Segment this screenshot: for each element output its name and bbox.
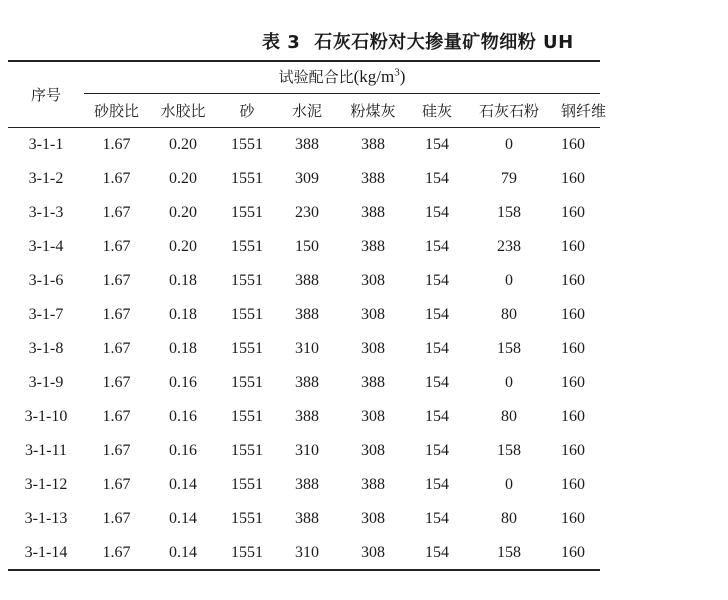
table-cell: 160 [561, 476, 585, 493]
table-cell: 154 [425, 374, 449, 391]
table-cell: 160 [561, 510, 585, 527]
table-cell: 1551 [231, 510, 263, 527]
table-cell: 1551 [231, 272, 263, 289]
table-row [8, 196, 728, 230]
table-row [8, 298, 728, 332]
table-cell: 0.20 [169, 136, 197, 153]
table-cell: 308 [361, 340, 385, 357]
table-row [8, 502, 728, 536]
table-cell: 79 [501, 170, 517, 187]
table-cell: 1551 [231, 136, 263, 153]
table-cell: 160 [561, 170, 585, 187]
table-cell: 1551 [231, 306, 263, 323]
table-row [8, 162, 728, 196]
column-header: 石灰石粉 [478, 102, 539, 120]
table-cell: 1.67 [102, 408, 131, 425]
table-cell: 1551 [231, 476, 263, 493]
row-id-cell: 3-1-11 [24, 442, 68, 459]
table-cell: 388 [295, 408, 319, 425]
top-rule [8, 60, 600, 62]
table-number: 表 3 [262, 32, 301, 53]
table-cell: 160 [561, 374, 585, 391]
table-cell: 230 [295, 204, 319, 221]
column-header: 砂胶比 [93, 102, 139, 120]
row-id-cell: 3-1-13 [24, 510, 68, 527]
table-cell: 0 [505, 272, 513, 289]
table-cell: 154 [425, 170, 449, 187]
table-cell: 0 [505, 374, 513, 391]
table-cell: 1.67 [102, 374, 131, 391]
table-cell: 388 [295, 476, 319, 493]
table-cell: 388 [361, 476, 385, 493]
row-id-cell: 3-1-2 [28, 170, 64, 187]
table-cell: 154 [425, 340, 449, 357]
column-header: 水泥 [291, 102, 322, 120]
table-cell: 160 [561, 442, 585, 459]
table-cell: 150 [295, 238, 319, 255]
table-cell: 0.18 [169, 306, 197, 323]
table-cell: 1.67 [102, 306, 131, 323]
group-label-unit-post: ) [399, 67, 406, 86]
table-cell: 80 [501, 510, 517, 527]
table-cell: 154 [425, 476, 449, 493]
table-cell: 1.67 [102, 340, 131, 357]
table-cell: 1.67 [102, 544, 131, 561]
table-cell: 160 [561, 306, 585, 323]
table-cell: 388 [361, 374, 385, 391]
table-cell: 388 [295, 136, 319, 153]
bottom-rule [8, 569, 600, 571]
table-row [8, 366, 728, 400]
table-cell: 0.20 [169, 170, 197, 187]
row-id-cell: 3-1-7 [28, 306, 64, 323]
table-cell: 308 [361, 408, 385, 425]
table-cell: 1551 [231, 442, 263, 459]
table-cell: 154 [425, 306, 449, 323]
table-row [8, 434, 728, 468]
row-id-cell: 3-1-10 [24, 408, 68, 425]
table-row [8, 468, 728, 502]
table-cell: 0.14 [169, 510, 197, 527]
table-cell: 1.67 [102, 272, 131, 289]
column-header: 砂 [239, 102, 255, 120]
table-cell: 154 [425, 238, 449, 255]
table-cell: 308 [361, 272, 385, 289]
group-rule [84, 93, 600, 94]
table-cell: 154 [425, 204, 449, 221]
table-cell: 1.67 [102, 442, 131, 459]
table-cell: 0.14 [169, 476, 197, 493]
table-row [8, 536, 728, 570]
group-label-unit-pre: (kg/m [353, 67, 395, 86]
table-cell: 388 [295, 510, 319, 527]
table-cell: 0.16 [169, 442, 197, 459]
table-cell: 309 [295, 170, 319, 187]
table-cell: 0 [505, 136, 513, 153]
table-cell: 1.67 [102, 170, 131, 187]
table-cell: 1551 [231, 340, 263, 357]
table-cell: 154 [425, 510, 449, 527]
table-cell: 154 [425, 544, 449, 561]
table-cell: 308 [361, 306, 385, 323]
column-header: 粉煤灰 [350, 102, 396, 120]
column-header: 水胶比 [160, 102, 206, 120]
table-cell: 160 [561, 238, 585, 255]
table-cell: 0.18 [169, 340, 197, 357]
table-cell: 0.16 [169, 408, 197, 425]
row-id-cell: 3-1-4 [28, 238, 64, 255]
table-row [8, 332, 728, 366]
row-id-cell: 3-1-12 [24, 476, 68, 493]
column-headers [84, 100, 724, 121]
table-cell: 1.67 [102, 476, 131, 493]
table-cell: 1.67 [102, 238, 131, 255]
table-cell: 388 [295, 306, 319, 323]
table-cell: 154 [425, 136, 449, 153]
table-cell: 80 [501, 408, 517, 425]
table-cell: 0.18 [169, 272, 197, 289]
table-cell: 388 [361, 238, 385, 255]
table-cell: 1551 [231, 170, 263, 187]
table-cell: 1551 [231, 204, 263, 221]
table-cell: 1551 [231, 374, 263, 391]
table-cell: 1.67 [102, 510, 131, 527]
row-id-cell: 3-1-9 [28, 374, 64, 391]
table-cell: 1.67 [102, 204, 131, 221]
table-cell: 158 [497, 204, 521, 221]
table-cell: 158 [497, 442, 521, 459]
row-id-cell: 3-1-1 [28, 136, 64, 153]
group-label-cn: 试验配合比 [278, 68, 354, 86]
table-row [8, 400, 728, 434]
table-cell: 154 [425, 442, 449, 459]
table-cell: 388 [361, 204, 385, 221]
table-cell: 160 [561, 340, 585, 357]
table-cell: 310 [295, 340, 319, 357]
table-row [8, 264, 728, 298]
row-id-cell: 3-1-6 [28, 272, 64, 289]
table-cell: 160 [561, 408, 585, 425]
table-row [8, 230, 728, 264]
row-id-cell: 3-1-14 [24, 544, 68, 561]
table-cell: 154 [425, 408, 449, 425]
table-cell: 160 [561, 544, 585, 561]
table-row [8, 128, 728, 162]
table-cell: 158 [497, 544, 521, 561]
table-cell: 1551 [231, 408, 263, 425]
table-cell: 388 [295, 374, 319, 391]
table-cell: 1551 [231, 544, 263, 561]
table-cell: 0.16 [169, 374, 197, 391]
table-cell: 154 [425, 272, 449, 289]
table-cell: 80 [501, 306, 517, 323]
table-cell: 1.67 [102, 136, 131, 153]
table-cell: 158 [497, 340, 521, 357]
table-cell: 160 [561, 272, 585, 289]
table-cell: 238 [497, 238, 521, 255]
table-cell: 308 [361, 510, 385, 527]
table-cell: 0.20 [169, 238, 197, 255]
table-body [8, 128, 728, 570]
table-cell: 310 [295, 544, 319, 561]
table-cell: 308 [361, 544, 385, 561]
table-cell: 388 [361, 170, 385, 187]
column-header: 硅灰 [421, 102, 452, 120]
table-cell: 308 [361, 442, 385, 459]
group-label-unit-sup: 3 [394, 66, 400, 79]
table-cell: 1551 [231, 238, 263, 255]
table-cell: 160 [561, 204, 585, 221]
table-cell: 0.14 [169, 544, 197, 561]
mix-ratio-group-header [84, 66, 600, 90]
column-header: 钢纤维 [561, 102, 607, 120]
row-id-cell: 3-1-3 [28, 204, 64, 221]
row-id-cell: 3-1-8 [28, 340, 64, 357]
table-caption [262, 28, 574, 54]
table-cell: 0.20 [169, 204, 197, 221]
table-cell: 388 [295, 272, 319, 289]
table-cell: 0 [505, 476, 513, 493]
table-title: 石灰石粉对大掺量矿物细粉 UH [314, 32, 574, 53]
table-cell: 388 [361, 136, 385, 153]
table-cell: 160 [561, 136, 585, 153]
table-cell: 310 [295, 442, 319, 459]
row-label-header: 序号 [30, 86, 61, 104]
